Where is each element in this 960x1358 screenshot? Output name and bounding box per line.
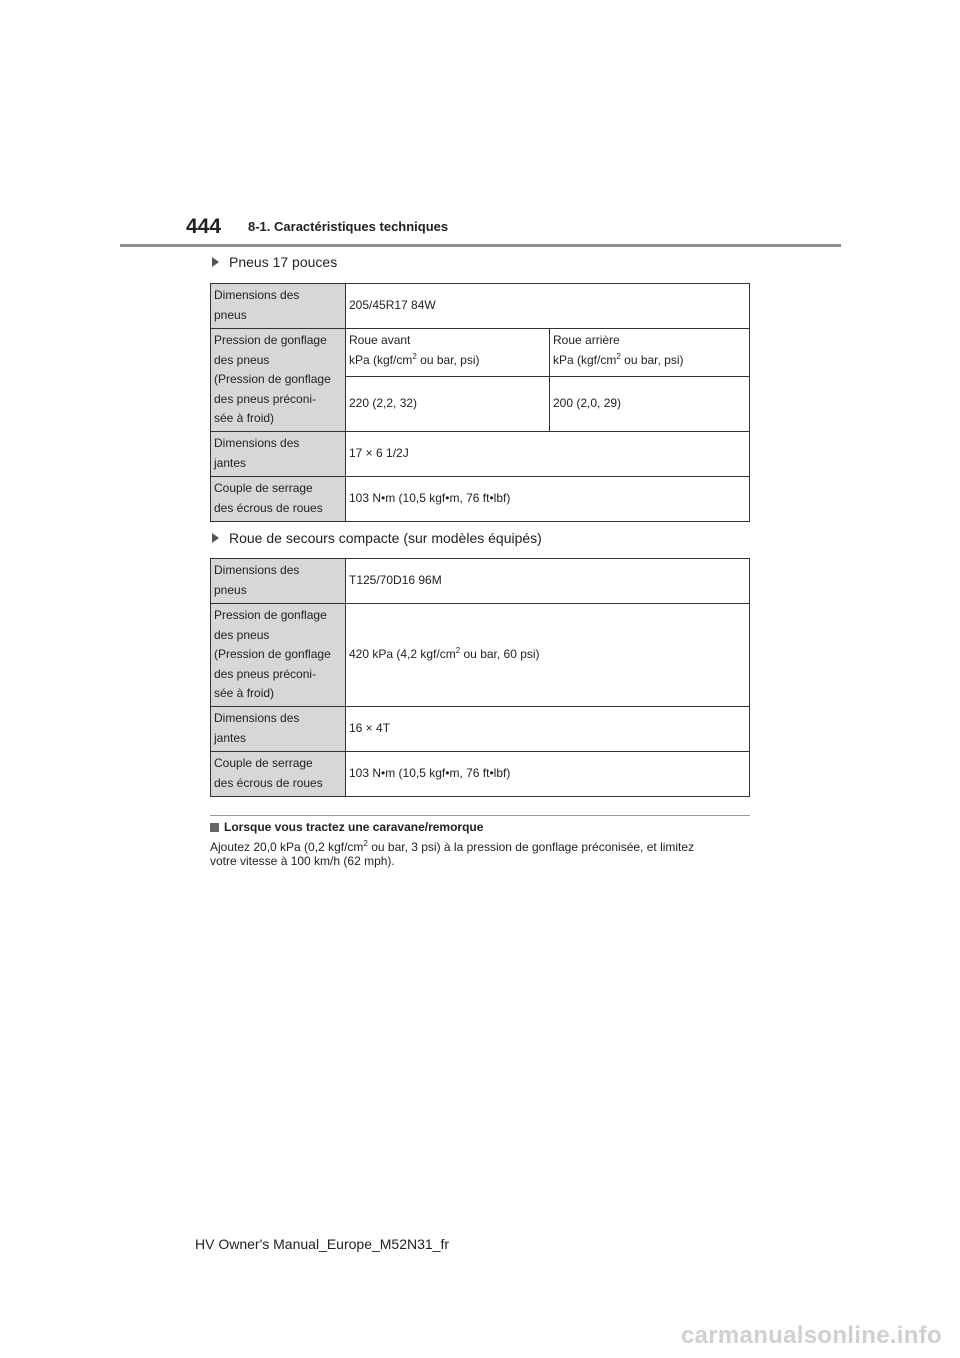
label-line: pneus <box>214 582 247 597</box>
spare-spec-table <box>210 558 750 797</box>
note-text: Ajoutez 20,0 kPa (0,2 kgf/cm <box>210 840 364 854</box>
label-line: Dimensions des <box>214 436 300 450</box>
unit-text: ou bar, psi) <box>620 352 684 367</box>
table-row <box>211 432 750 477</box>
subsection-spare-title: Roue de secours compacte (sur modèles équipés) <box>229 530 542 546</box>
label-line: des pneus préconi- <box>214 666 317 681</box>
front-unit <box>349 351 549 371</box>
note-line <box>210 840 750 854</box>
page-number: 444 <box>186 215 222 238</box>
unit-sup: 2 <box>616 351 621 361</box>
tire17-rear-value: 200 (2,0, 29) <box>550 377 750 432</box>
label-line: Pression de gonflage <box>214 608 327 622</box>
tire17-rim-value: 17 × 6 1/2J <box>346 432 750 477</box>
note-text: ou bar, 3 psi) à la pression de gonflage préconisée, et limitez <box>367 840 695 854</box>
label-line: des pneus <box>214 627 270 642</box>
tire17-dim-value: 205/45R17 84W <box>346 284 750 329</box>
table-row <box>211 604 750 707</box>
tire17-rear-header <box>550 329 750 377</box>
table-row <box>211 477 750 522</box>
note-line: votre vitesse à 100 km/h (62 mph). <box>210 854 395 868</box>
label-line: Dimensions des <box>214 711 300 725</box>
section-title: 8-1. Caractéristiques techniques <box>248 219 449 234</box>
label-line: des pneus <box>214 352 270 367</box>
tire17-front-value: 220 (2,2, 32) <box>346 377 550 432</box>
spare-pressure-value <box>346 604 750 707</box>
label-line: des écrous de roues <box>214 500 323 515</box>
tire17-front-header <box>346 329 550 377</box>
unit-text: ou bar, psi) <box>416 352 480 367</box>
tire17-rim-label <box>211 432 346 477</box>
square-bullet-icon <box>210 823 219 832</box>
tire17-torque-label <box>211 477 346 522</box>
table-row <box>211 284 750 329</box>
label-line: (Pression de gonflage <box>214 372 331 386</box>
front-title: Roue avant <box>349 333 411 347</box>
table-row <box>211 707 750 752</box>
spare-pressure-label <box>211 604 346 707</box>
note-body <box>210 840 750 868</box>
footer-manual-id: HV Owner's Manual_Europe_M52N31_fr <box>195 1236 450 1252</box>
subsection-tire17-title: Pneus 17 pouces <box>229 254 338 270</box>
label-line: jantes <box>214 455 247 470</box>
subsection-spare <box>212 530 542 546</box>
label-line: sée à froid) <box>214 686 275 700</box>
label-line: Dimensions des <box>214 288 300 302</box>
unit-text: kPa (kgf/cm <box>553 352 617 367</box>
value-text: ou bar, 60 psi) <box>460 647 540 662</box>
label-line: Couple de serrage <box>214 481 313 495</box>
subsection-tire17 <box>212 254 337 270</box>
header-rule <box>120 244 841 247</box>
table-row <box>211 329 750 377</box>
value-text: 420 kPa (4,2 kgf/cm <box>349 647 456 662</box>
label-line: sée à froid) <box>214 411 275 425</box>
label-line: Couple de serrage <box>214 756 313 770</box>
label-line: Pression de gonflage <box>214 333 327 347</box>
unit-sup: 2 <box>412 351 417 361</box>
spare-torque-value: 103 N•m (10,5 kgf•m, 76 ft•lbf) <box>346 752 750 797</box>
tire17-dim-label <box>211 284 346 329</box>
triangle-bullet-icon <box>212 533 219 543</box>
table-row <box>211 752 750 797</box>
note-divider <box>210 815 750 816</box>
note-heading <box>210 820 483 834</box>
triangle-bullet-icon <box>212 257 219 267</box>
tire17-torque-value: 103 N•m (10,5 kgf•m, 76 ft•lbf) <box>346 477 750 522</box>
rear-title: Roue arrière <box>553 333 620 347</box>
rear-unit <box>553 351 749 371</box>
label-line: pneus <box>214 307 247 322</box>
spare-rim-value: 16 × 4T <box>346 707 750 752</box>
unit-text: kPa (kgf/cm <box>349 352 413 367</box>
note-title-text: Lorsque vous tractez une caravane/remorque <box>224 820 484 834</box>
tire17-pressure-label <box>211 329 346 432</box>
label-line: (Pression de gonflage <box>214 647 331 661</box>
label-line: Dimensions des <box>214 563 300 577</box>
label-line: jantes <box>214 730 247 745</box>
table-row <box>211 559 750 604</box>
spare-dim-label <box>211 559 346 604</box>
spare-rim-label <box>211 707 346 752</box>
spare-dim-value: T125/70D16 96M <box>346 559 750 604</box>
label-line: des pneus préconi- <box>214 391 317 406</box>
label-line: des écrous de roues <box>214 775 323 790</box>
watermark-logo: carmanualsonline.info <box>680 1322 942 1349</box>
tire17-spec-table <box>210 283 750 522</box>
note-sup: 2 <box>363 839 368 848</box>
spare-torque-label <box>211 752 346 797</box>
unit-sup: 2 <box>455 646 461 656</box>
